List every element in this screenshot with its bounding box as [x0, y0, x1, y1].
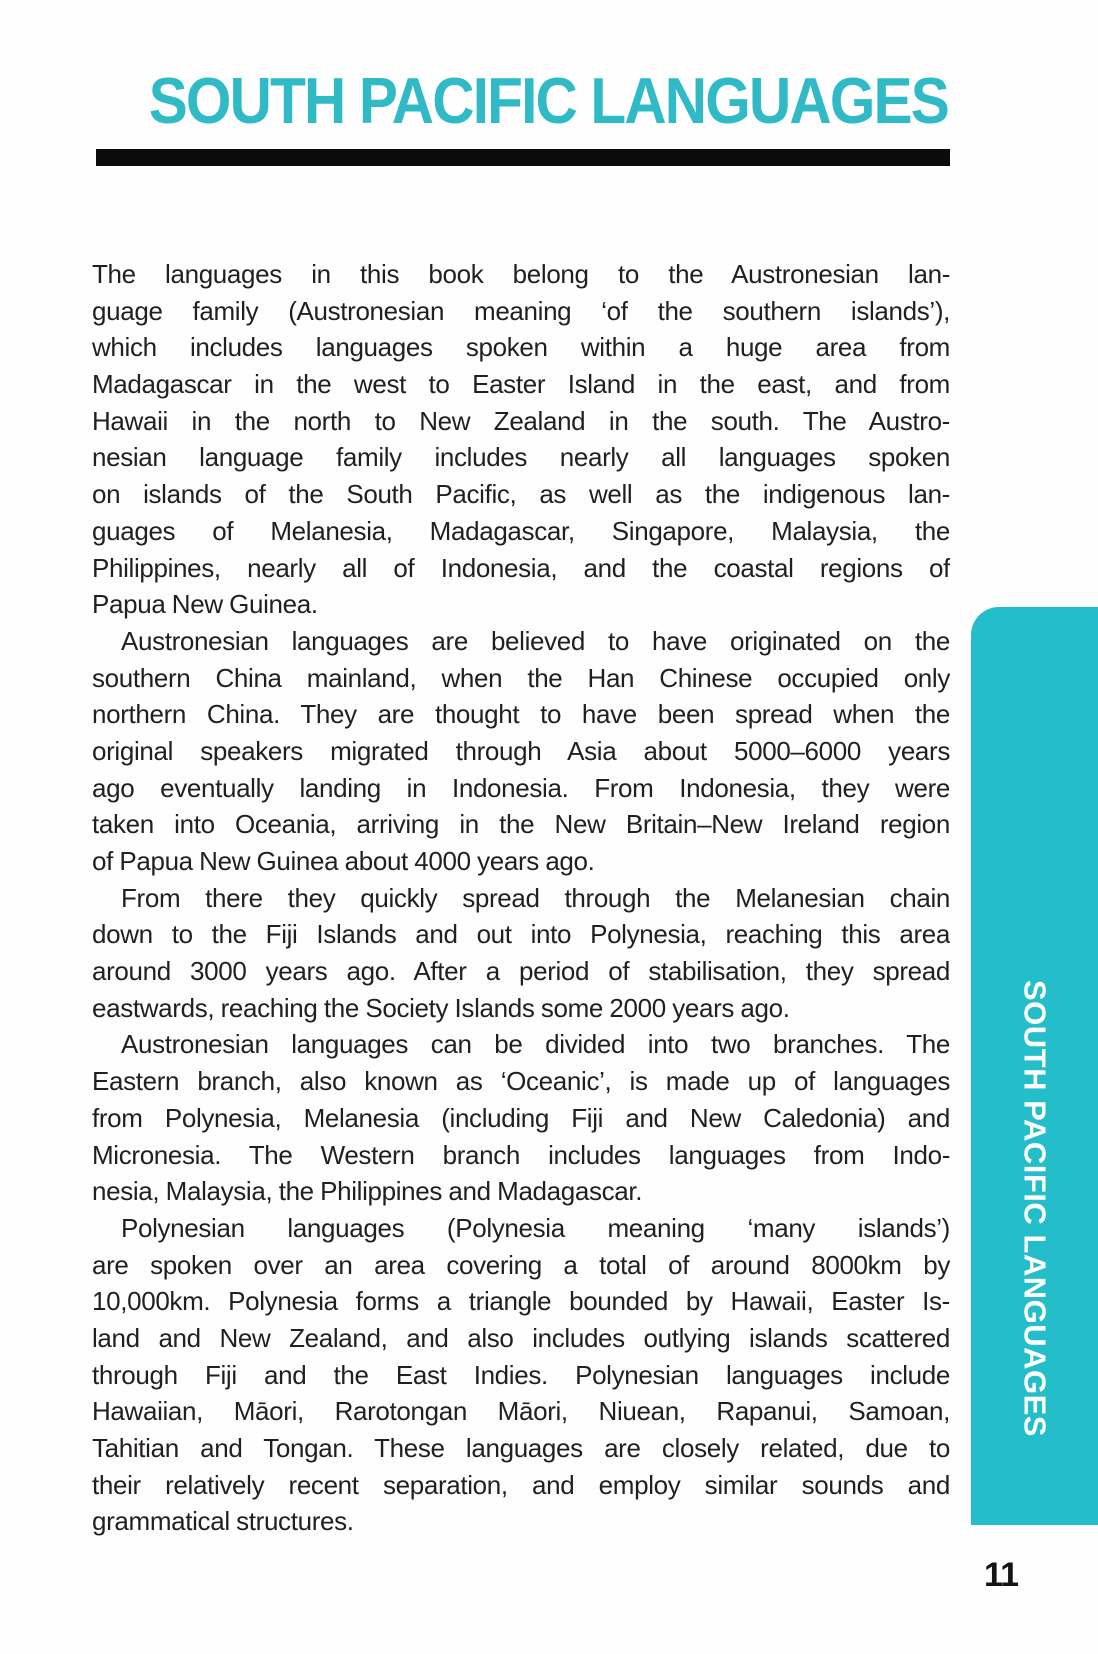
text-line: from Polynesia, Melanesia (including Fiji and New Caledonia) and: [92, 1102, 950, 1133]
text-line: Madagascar in the west to Easter Island in the east, and from: [92, 369, 950, 400]
text-line: down to the Fiji Islands and out into Polynesia, reaching this area: [92, 919, 950, 950]
text-line: 10,000km. Polynesia forms a triangle bounded by Hawaii, Easter Is-: [92, 1286, 950, 1317]
text-line: are spoken over an area covering a total of around 8000km by: [92, 1249, 950, 1280]
text-line: which includes languages spoken within a huge area from: [92, 332, 950, 363]
chapter-side-tab: [971, 607, 1098, 1525]
text-line: eastwards, reaching the Society Islands some 2000 years ago.: [92, 992, 790, 1023]
text-line: southern China mainland, when the Han Chinese occupied only: [92, 662, 950, 693]
text-line: nesia, Malaysia, the Philippines and Madagascar.: [92, 1176, 643, 1207]
body-paragraph: [92, 1210, 950, 1540]
body-paragraph: [92, 623, 950, 880]
text-line: northern China. They are thought to have been spread when the: [92, 699, 950, 730]
side-tab-label: SOUTH PACIFIC LANGUAGES: [1017, 980, 1053, 1437]
text-line: land and New Zealand, and also includes outlying islands scattered: [92, 1322, 950, 1353]
text-line: Austronesian languages are believed to have originated on the: [121, 625, 950, 656]
text-line: grammatical structures.: [92, 1506, 354, 1537]
text-line: Eastern branch, also known as ‘Oceanic’, is made up of languages: [92, 1066, 950, 1097]
text-line: on islands of the South Pacific, as well as the indigenous lan-: [92, 479, 950, 510]
title-rule: [96, 149, 950, 166]
page-number: 11: [984, 1556, 1018, 1594]
text-line: through Fiji and the East Indies. Polynesian languages include: [92, 1359, 950, 1390]
body-paragraph: [92, 880, 950, 1027]
text-line: around 3000 years ago. After a period of stabilisation, they spread: [92, 956, 950, 987]
text-line: guages of Melanesia, Madagascar, Singapore, Malaysia, the: [92, 515, 950, 546]
text-line: of Papua New Guinea about 4000 years ago.: [92, 846, 595, 876]
text-line: guage family (Austronesian meaning ‘of the southern islands’),: [92, 295, 950, 326]
text-line: Papua New Guinea.: [92, 589, 318, 620]
text-line: nesian language family includes nearly all languages spoken: [92, 442, 950, 473]
text-line: Micronesia. The Western branch includes languages from Indo-: [92, 1139, 950, 1170]
text-line: original speakers migrated through Asia about 5000–6000 years: [92, 735, 950, 766]
body-paragraph: [92, 1026, 950, 1209]
body-text: [92, 256, 950, 1540]
page-title: SOUTH PACIFIC LANGUAGES: [148, 64, 948, 137]
text-line: Tahitian and Tongan. These languages are closely related, due to: [92, 1433, 950, 1463]
text-line: The languages in this book belong to the Austronesian lan-: [92, 259, 950, 289]
text-line: Philippines, nearly all of Indonesia, and the coastal regions of: [92, 552, 950, 583]
text-line: Polynesian languages (Polynesia meaning ‘many islands’): [121, 1212, 950, 1243]
text-line: Austronesian languages can be divided into two branches. The: [121, 1029, 950, 1060]
text-line: Hawaii in the north to New Zealand in the south. The Austro-: [92, 405, 950, 436]
text-line: taken into Oceania, arriving in the New Britain–New Ireland region: [92, 809, 950, 840]
text-line: their relatively recent separation, and employ similar sounds and: [92, 1469, 950, 1500]
text-line: From there they quickly spread through the Melanesian chain: [121, 882, 950, 913]
body-paragraph: [92, 256, 950, 623]
text-line: Hawaiian, Māori, Rarotongan Māori, Niuean, Rapanui, Samoan,: [92, 1396, 950, 1427]
text-line: ago eventually landing in Indonesia. From Indonesia, they were: [92, 772, 950, 803]
